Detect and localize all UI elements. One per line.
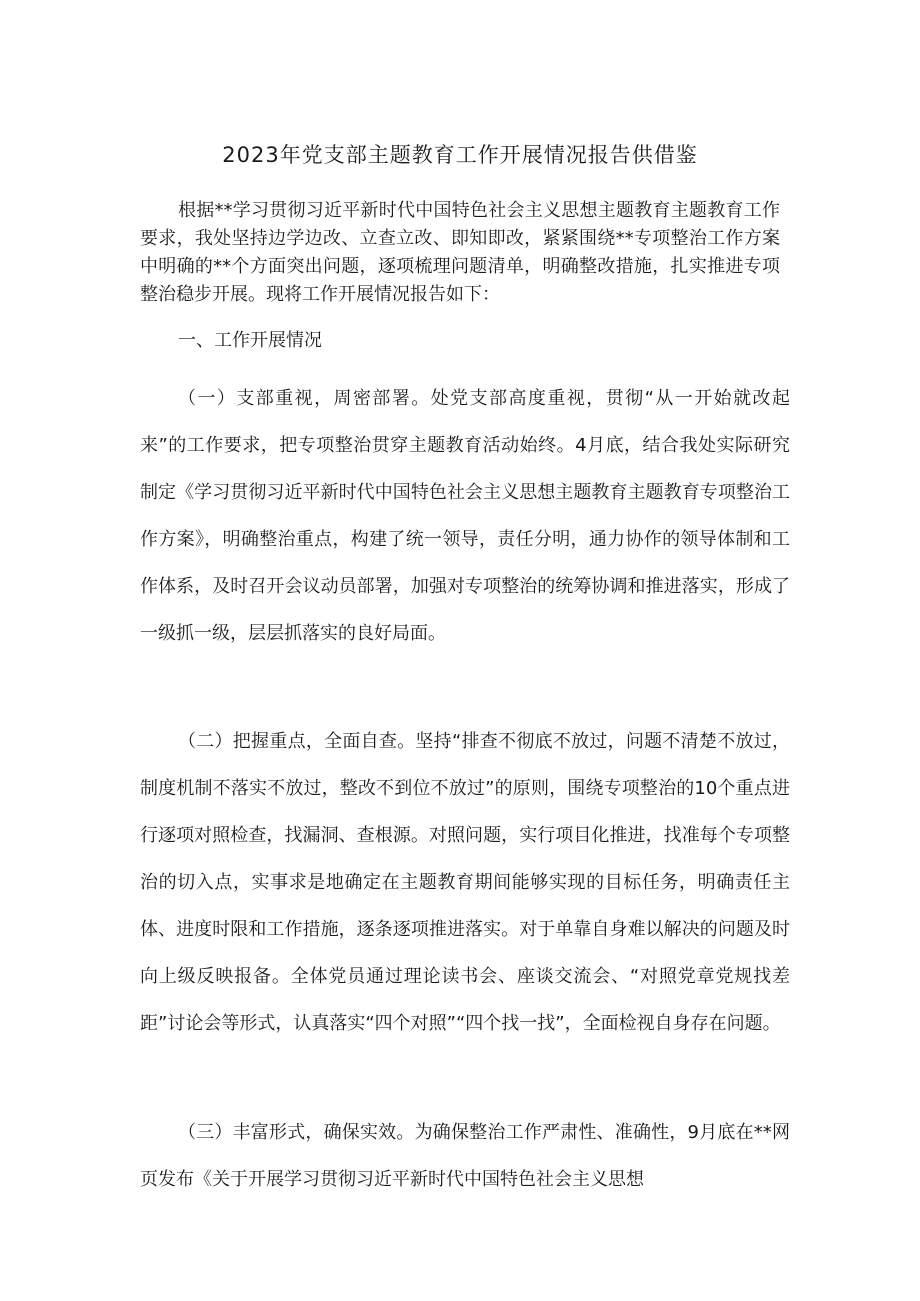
intro-paragraph: 根据**学习贯彻习近平新时代中国特色社会主义思想主题教育主题教育工作要求，我处坚持边学边改、立查立改、即知即改，紧紧围绕**专项整治工作方案中明确的**个方面突出问题，逐项梳理问题清单，明确整改措施，扎实推进专项整治稳步开展。现将工作开展情况报告如下： [140,200,780,305]
section-heading: 一、工作开展情况 [178,330,322,351]
document-title: 2023年党支部主题教育工作开展情况报告供借鉴 [222,143,698,167]
paragraph-2: （二）把握重点，全面自查。坚持“排查不彻底不放过，问题不清楚不放过，制度机制不落实不放过，整改不到位不放过”的原则，围绕专项整治的10个重点进行逐项对照检查，找漏洞、查根源。对照问题，实行项目化推进，找准每个专项整治的切入点，实事求是地确定在主题教育期间能够实现的目标任务，明确责任主体、进度时限和工作措施，逐条逐项推进落实。对于单靠自身难以解决的问题及时向上级反映报备。全体党员通过理论读书会、座谈交流会、“对照党章党规找差距”讨论会等形式，认真落实“四个对照”“四个找一找”，全面检视自身存在问题。 [140,731,790,1034]
paragraph-1: （一）支部重视，周密部署。处党支部高度重视，贯彻“从一开始就改起来”的工作要求，把专项整治贯穿主题教育活动始终。4月底，结合我处实际研究制定《学习贯彻习近平新时代中国特色社会主义思想主题教育主题教育专项整治工作方案》，明确整治重点，构建了统一领导，责任分明，通力协作的领导体制和工作体系，及时召开会议动员部署，加强对专项整治的统筹协调和推进落实，形成了一级抓一级，层层抓落实的良好局面。 [140,388,790,644]
paragraph-3: （三）丰富形式，确保实效。为确保整治工作严肃性、准确性，9月底在**网页发布《关于开展学习贯彻习近平新时代中国特色社会主义思想 [140,1122,790,1190]
